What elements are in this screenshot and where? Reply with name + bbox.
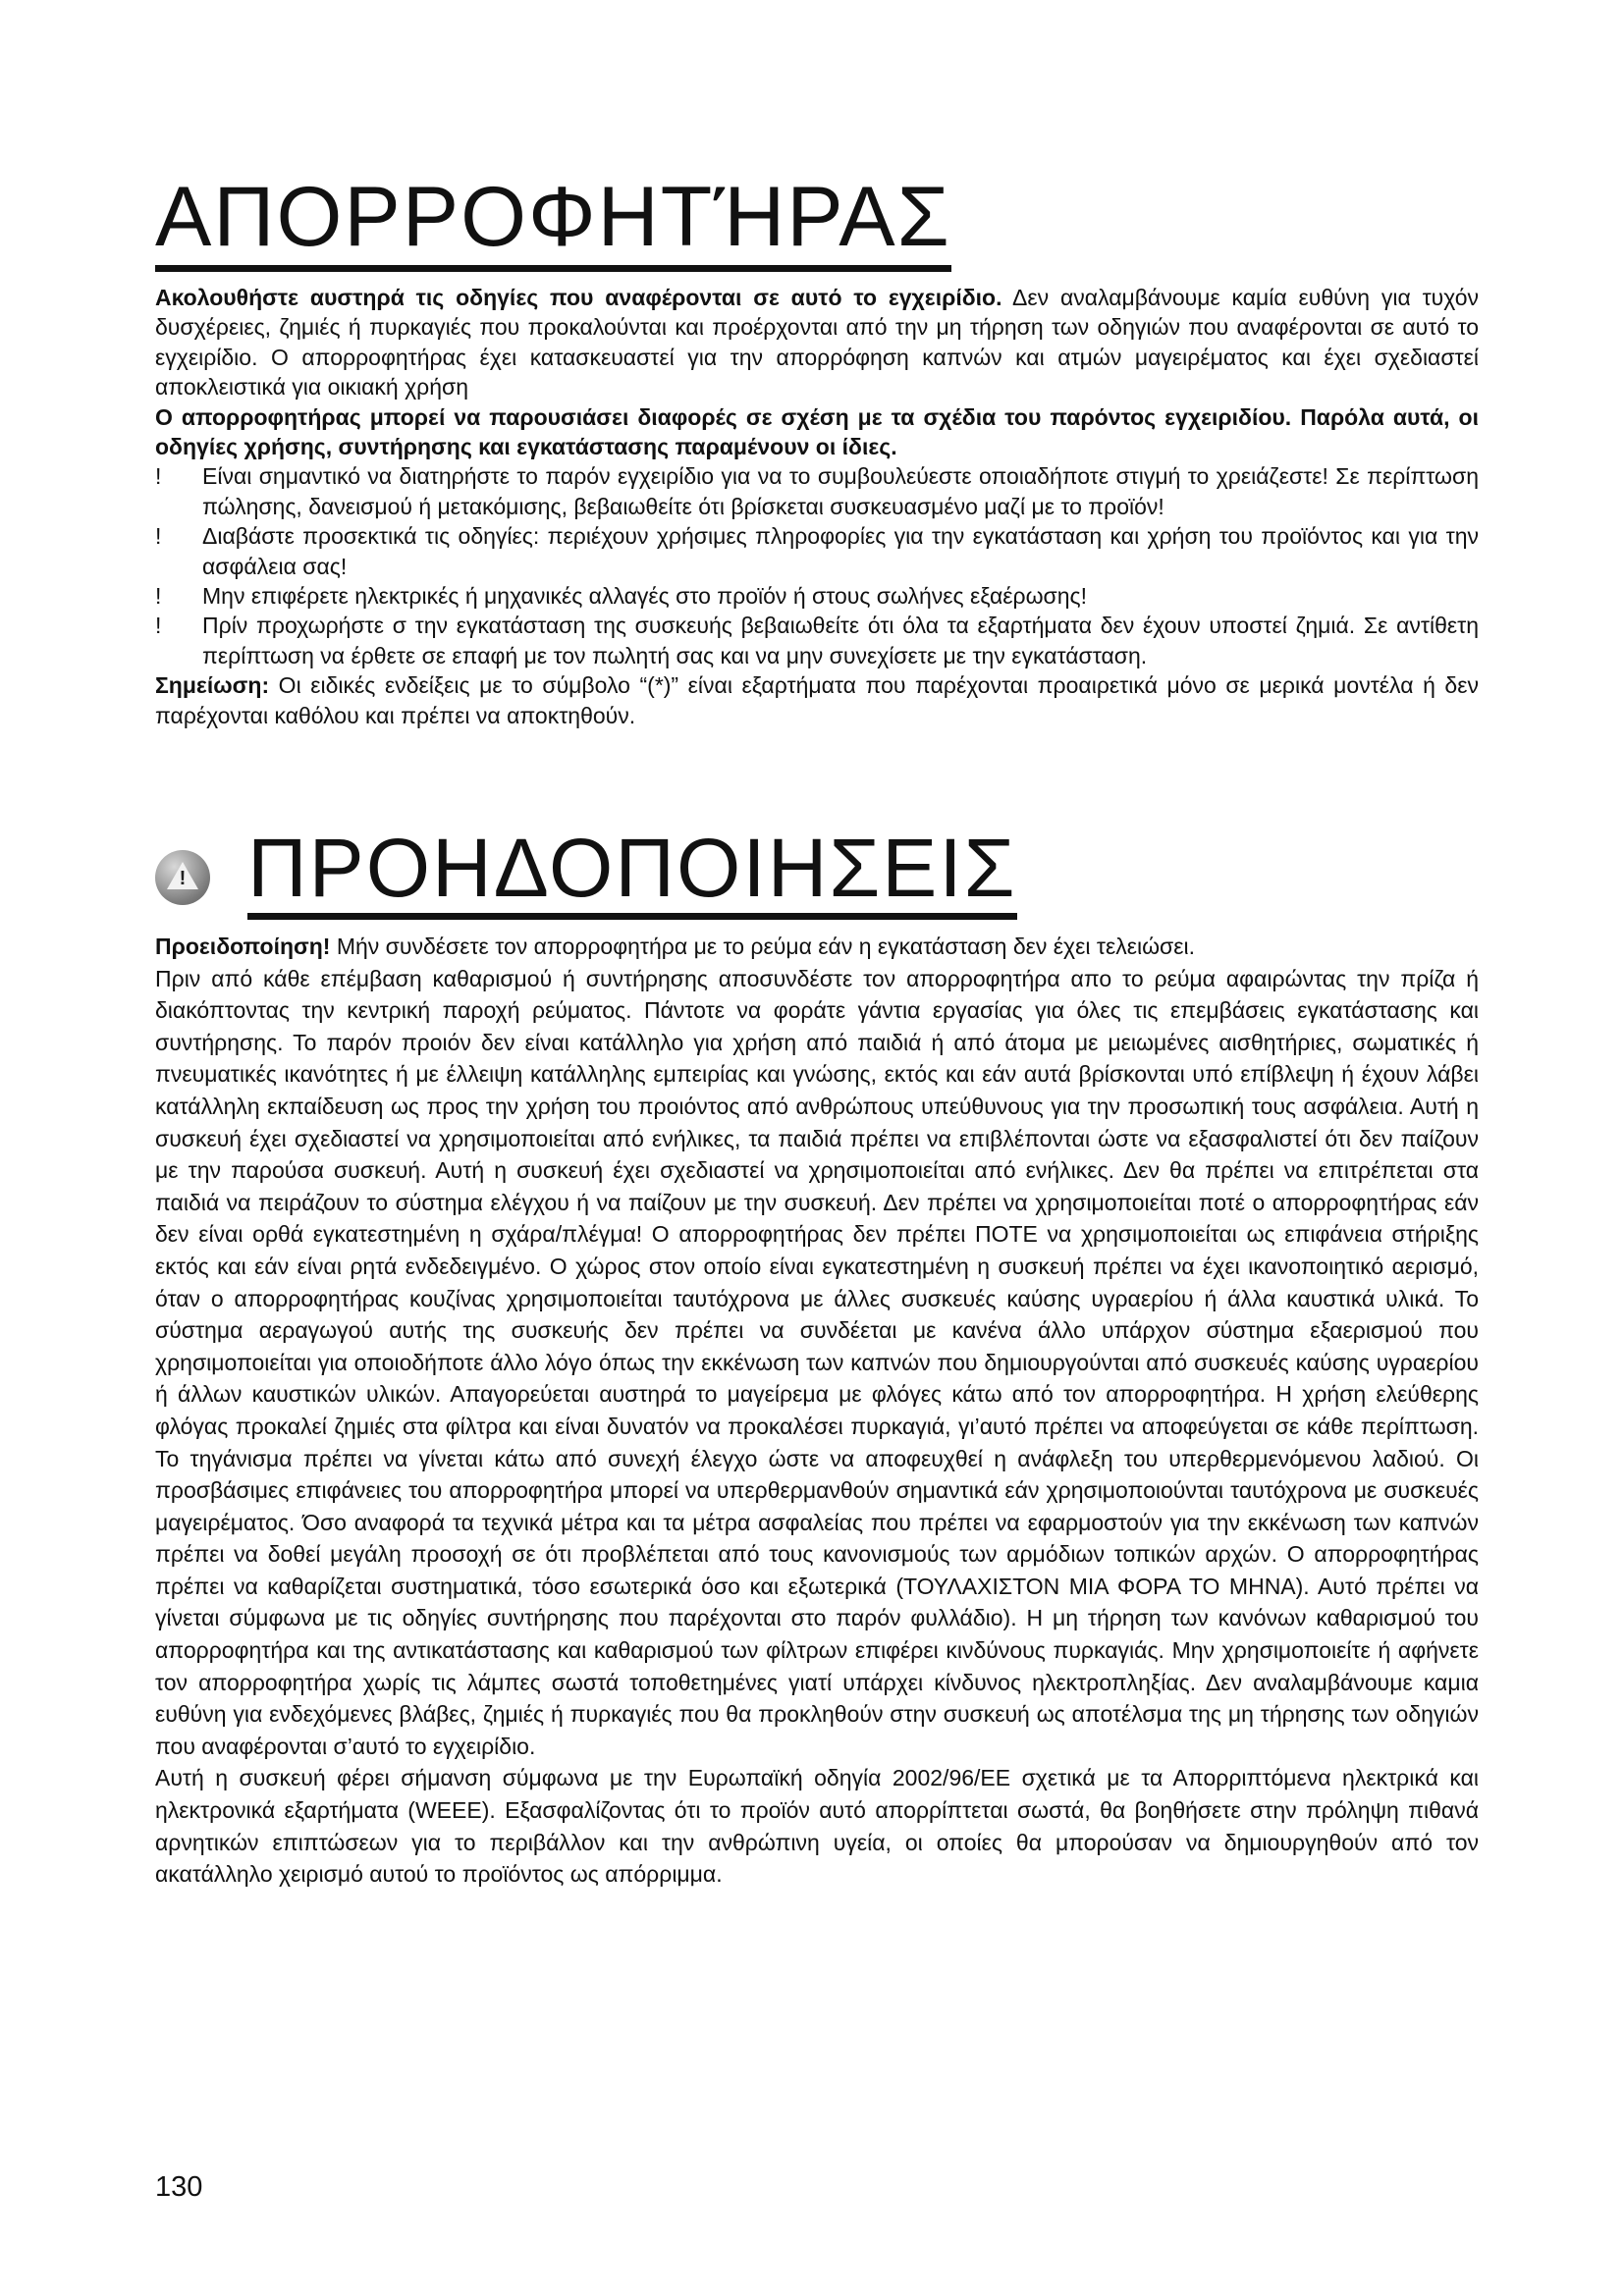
- list-item-text: Μην επιφέρετε ηλεκτρικές ή μηχανικές αλλαγές στο προϊόν ή στους σωλήνες εξαέρωσης!: [202, 583, 1088, 610]
- warning-text: Μήν συνδέσετε τον απορροφητήρα με το ρεύμα εάν η εγκατάσταση δεν έχει τελειώσει.: [330, 934, 1195, 959]
- intro-text: Δεν αναλαμβάνουμε καμία ευθύνη για τυχόν δυσχέρειες, ζημιές ή πυρκαγιές που προκαλούνται και προέρχονται από την μη τήρηση των οδηγιών που αναφέρονται σε αυτό το εγχειρίδιο. Ο απορροφητήρας έχει κατασκευαστεί για την απορρόφηση καπνών και ατμών μαγειρέματος και έχει σχεδιαστεί αποκλειστικά για οικιακή χρήση: [155, 285, 1479, 400]
- intro-paragraph: [155, 283, 1479, 402]
- exclamation-mark: !: [155, 583, 162, 610]
- list-item-text: Διαβάστε προσεκτικά τις οδηγίες: περιέχουν χρήσιμες πληροφορίες για την εγκατάσταση και χρήση του προϊόντος και για την ασφάλεια σας!: [202, 523, 1479, 579]
- list-item: [155, 461, 1479, 521]
- page-title: ΑΠΟΡΡΟΦΗΤΉΡΑΣ: [155, 175, 951, 272]
- section-title: ΠΡΟΗΔΟΠΟΙΗΣΕΙΣ: [247, 827, 1017, 920]
- warning-label: Προειδοποίηση!: [155, 934, 331, 959]
- list-item-text: Είναι σημαντικό να διατηρήστε το παρόν εγχειρίδιο για να το συμβουλεύεστε οποιαδήποτε στιγμή το χρειάζεστε! Σε περίπτωση πώλησης, δανεισμού ή μετακόμισης, βεβαιωθείτε ότι βρίσκεται συσκευασμένο μαζί με το προϊόν!: [202, 463, 1479, 519]
- warning-triangle-icon: [155, 850, 210, 905]
- intro-bold-text: Ακολουθήστε αυστηρά τις οδηγίες που αναφέρονται σε αυτό το εγχειρίδιο.: [155, 285, 1002, 310]
- exclamation-mark: !: [155, 523, 162, 550]
- warnings-body: Πριν από κάθε επέμβαση καθαρισμού ή συντήρησης αποσυνδέστε τον απορροφητήρα απο το ρεύμα αφαιρώντας την πρίζα ή διακόπτοντας την κεντρική παροχή ρεύματος. Πάντοτε να φοράτε γάντια εργασίας για όλες τις επεμβάσεις εγκατάστασης και συντήρησης. Το παρόν προιόν δεν είναι κατάλληλο για χρήση από παιδιά ή από άτομα με μειωμένες αισθητήριες, σωματικές ή πνευματικές ικανότητες ή με έλλειψη κατάλληλης εμπειρίας και γνώσης, εκτός και εάν αυτά βρίσκονται υπό επίβλεψη ή έχουν λάβει κατάλληλη εκπαίδευση ως προς την χρήση του προιόντος από ανθρώπους υπεύθυνους για την προσωπική τους ασφάλεια. Αυτή η συσκευή έχει σχεδιαστεί να χρησιμοποιείται από ενήλικες, τα παιδιά πρέπει να επιβλέπονται ώστε να εξασφαλιστεί ότι δεν παίζουν με την παρούσα συσκευή. Αυτή η συσκευή έχει σχεδιαστεί να χρησιμοποιείται από ενήλικες. Δεν θα πρέπει να επιτρέπεται στα παιδιά να πειράζουν το σύστημα ελέγχου ή να παίζουν με την συσκευή. Δεν πρέπει να χρησιμοποιείται ποτέ ο απορροφητήρας εάν δεν είναι ορθά εγκατεστημένη η σχάρα/πλέγμα! Ο απορροφητήρας δεν πρέπει ΠΟΤΕ να χρησιμοποιείται ως επιφάνεια στήριξης εκτός και εάν είναι ρητά ενδεδειγμένο. Ο χώρος στον οποίο είναι εγκατεστημένη η συσκευή πρέπει να έχει ικανοποιητικό αερισμό, όταν ο απορροφητήρας κουζίνας χρησιμοποιείται ταυτόχρονα με άλλες συσκευές καύσης υγραερίου ή άλλα καυστικά υλικά. Το σύστημα αεραγωγού αυτής της συσκευής δεν πρέπει να συνδέεται με κανένα άλλο υπάρχον σύστημα εξαερισμού που χρησιμοποιείται για οποιοδήποτε άλλο λόγο όπως την εκκένωση των καπνών που δημιουργούνται από συσκευές καύσης υγραερίου ή άλλων καυστικών υλικών. Απαγορεύεται αυστηρά το μαγείρεμα με φλόγες κάτω από τον απορροφητήρα. Η χρήση ελεύθερης φλόγας προκαλεί ζημιές στα φίλτρα και είναι δυνατόν να προκαλέσει πυρκαγιά, γι’αυτό πρέπει να αποφεύγεται σε κάθε περίπτωση. Το τηγάνισμα πρέπει να γίνεται κάτω από συνεχή έλεγχο ώστε να αποφευχθεί η ανάφλεξη του υπερθερμενόμενου λαδιού. Οι προσβάσιμες επιφάνειες του απορροφητήρα μπορεί να υπερθερμανθούν σημαντικά εάν χρησιμοποιούνται ταυτόχρονα με συσκευές μαγειρέματος. Όσο αναφορά τα τεχνικά μέτρα και τα μέτρα ασφαλείας που πρέπει να εφαρμοστούν για την εκκένωση των καπνών πρέπει να δοθεί μεγάλη προσοχή σε ότι προβλέπεται από τους κανονισμούς των αρμόδιων τοπικών αρχών. Ο απορροφητήρας πρέπει να καθαρίζεται συστηματικά, τόσο εσωτερικά όσο και εξωτερικά (ΤΟΥΛΑΧΙΣΤΟΝ ΜΙΑ ΦΟΡΑ ΤΟ ΜΗΝΑ). Αυτό πρέπει να γίνεται σύμφωνα με τις οδηγίες συντήρησης που παρέχονται στο παρόν φυλλάδιο). Η μη τήρηση των κανόνων καθαρισμού του απορροφητήρα και της αντικατάστασης και καθαρισμού των φίλτρων επιφέρει κινδύνους πυρκαγιάς. Μην χρησιμοποιείτε ή αφήνετε τον απορροφητήρα χωρίς τις λάμπες σωστά τοποθετημένες γιατί υπάρχει κίνδυνος ηλεκτροπληξίας. Δεν αναλαμβάνουμε καμια ευθύνη για ενδεχόμενες βλάβες, ζημιές ή πυρκαγιές που θα προκληθούν στην συσκευή ως αποτέλσμα της μη τήρησης των οδηγιών που αναφέρονται σ’αυτό το εγχειρίδιο.: [155, 965, 1479, 1759]
- exclamation-mark: !: [155, 613, 162, 639]
- intro-section: [155, 283, 1479, 730]
- warnings-heading: [155, 822, 1017, 920]
- note-label: Σημείωση:: [155, 672, 270, 699]
- note-text: Οι ειδικές ενδείξεις με το σύμβολο “(*)” είναι εξαρτήματα που παρέχονται προαιρετικά μόνο σε μερικά μοντέλα ή δεν παρέχονται καθόλου και πρέπει να αποκτηθούν.: [155, 672, 1479, 728]
- weee-paragraph: Αυτή η συσκευή φέρει σήμανση σύμφωνα με την Ευρωπαϊκή οδηγία 2002/96/ΕΕ σχετικά με τα Απορριπτόμενα ηλεκτρικά και ηλεκτρονικά εξαρτήματα (WEEE). Εξασφαλίζοντας ότι το προϊόν αυτό απορρίπτεται σωστά, θα βοηθήσετε στην πρόληψη πιθανά αρνητικών επιπτώσεων για το περιβάλλον και την ανθρώπινη υγεία, οι οποίες θα μπορούσαν να δημιουργηθούν από τον ακατάλληλο χειρισμό αυτού το προϊόντος ως απόρριμμα.: [155, 1765, 1479, 1888]
- warning-icon-glyph: !: [179, 867, 187, 889]
- intro-notice: [155, 402, 1479, 462]
- list-item-text: Πρίν προχωρήστε σ την εγκατάσταση της συσκευής βεβαιωθείτε ότι όλα τα εξαρτήματα δεν έχουν υποστεί ζημιά. Σε αντίθετη περίπτωση να έρθετε σε επαφή με τον πωλητή σας και να μην συνεχίσετε με την εγκατάσταση.: [202, 613, 1479, 668]
- list-item: [155, 611, 1479, 670]
- warning-paragraph: [155, 931, 1479, 963]
- page-number: 130: [155, 2171, 203, 2203]
- exclamation-mark: !: [155, 463, 162, 490]
- list-item: [155, 521, 1479, 581]
- note-paragraph: [155, 670, 1479, 730]
- list-item: [155, 581, 1479, 611]
- instruction-list: [155, 461, 1479, 670]
- intro-notice-text: Ο απορροφητήρας μπορεί να παρουσιάσει διαφορές σε σχέση με τα σχέδια του παρόντος εγχειριδίου. Παρόλα αυτά, οι οδηγίες χρήσης, συντήρησης και εγκατάστασης παραμένουν οι ίδιες.: [155, 403, 1479, 460]
- warnings-section: [155, 931, 1479, 1891]
